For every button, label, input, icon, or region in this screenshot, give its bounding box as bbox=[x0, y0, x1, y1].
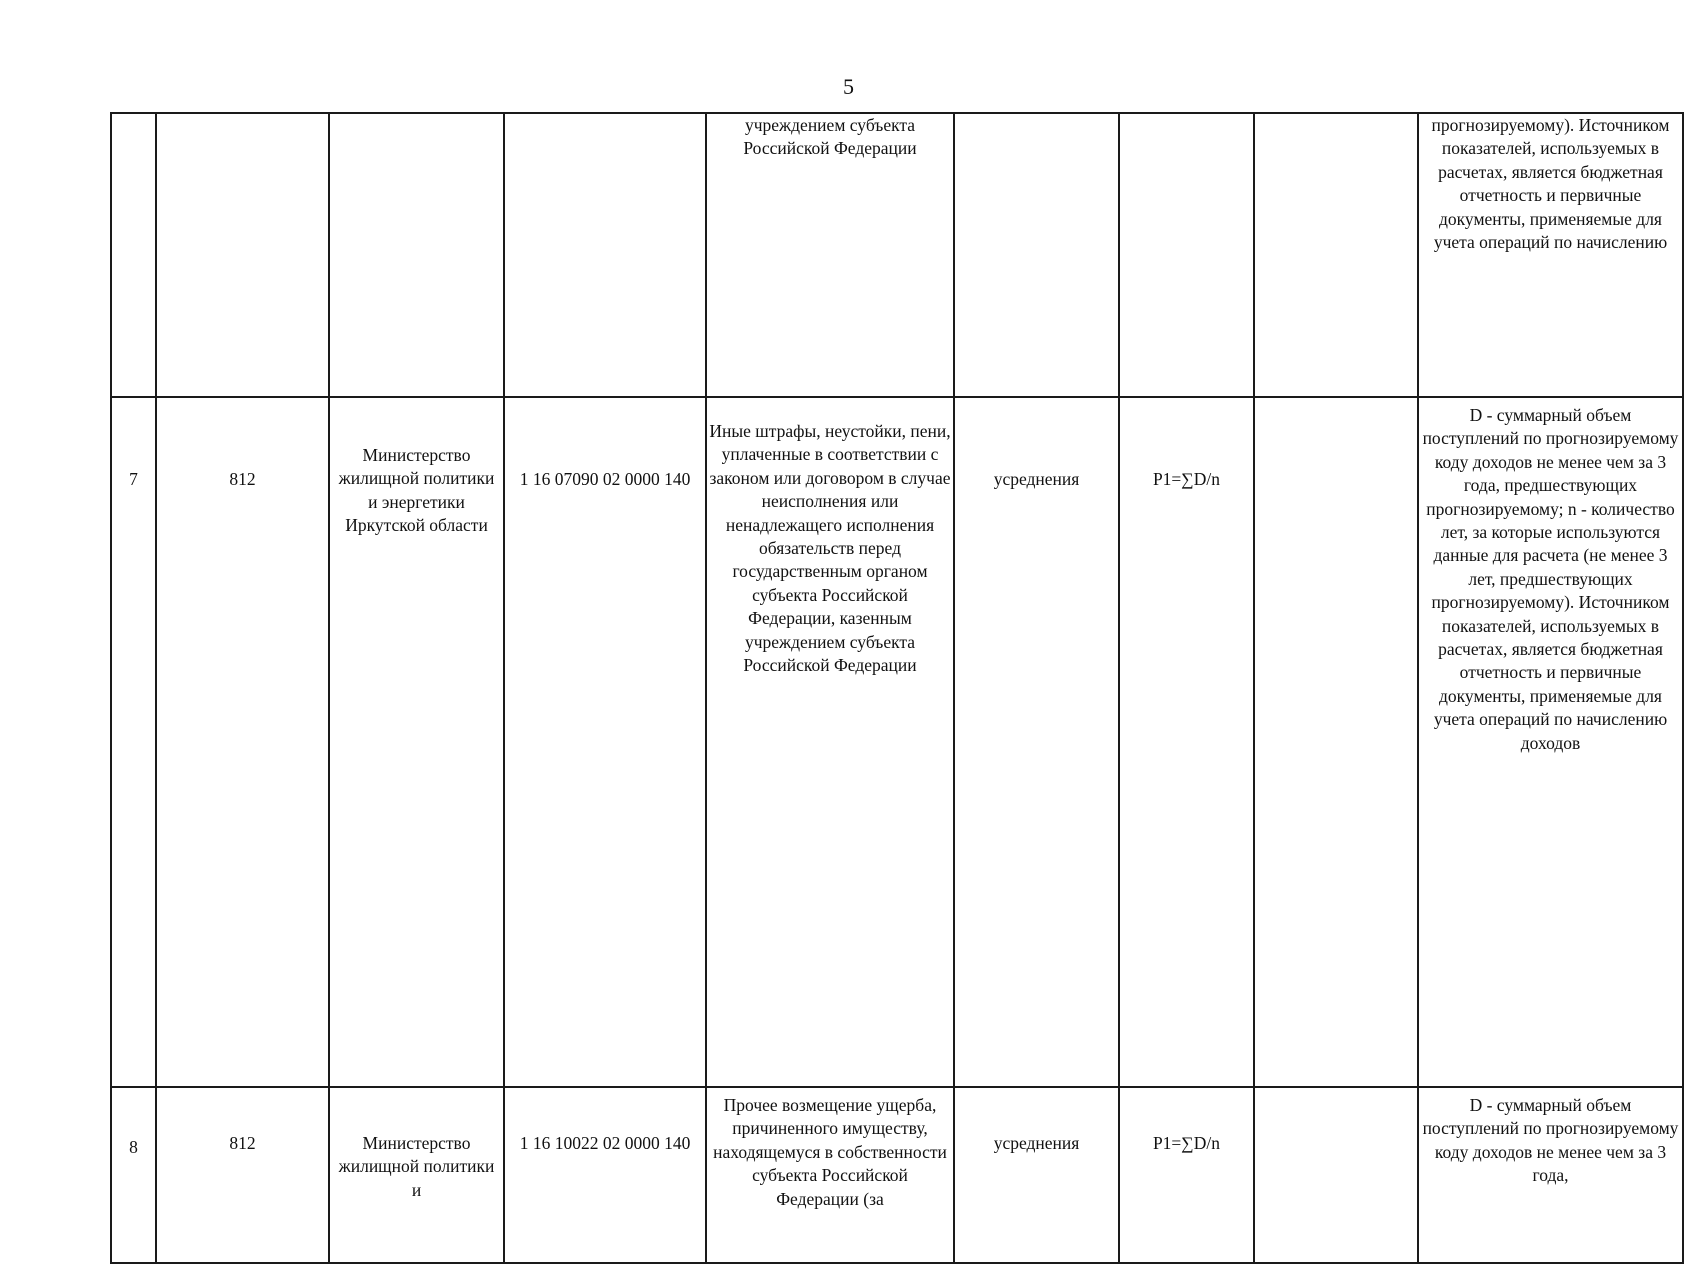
kbk-cell: 1 16 10022 02 0000 140 bbox=[504, 1087, 706, 1263]
administrator-cell bbox=[329, 113, 504, 397]
admin-code-cell bbox=[156, 113, 329, 397]
administrator-cell: Министерство жилищной политики и энергетики Иркутской области bbox=[329, 397, 504, 1087]
table-row bbox=[111, 1087, 1683, 1263]
algorithm-cell bbox=[1254, 113, 1418, 397]
algorithm-cell bbox=[1254, 397, 1418, 1087]
admin-code-cell: 812 bbox=[156, 1087, 329, 1263]
page-number: 5 bbox=[843, 74, 854, 99]
administrator-cell: Министерство жилищной политики и bbox=[329, 1087, 504, 1263]
algorithm-cell bbox=[1254, 1087, 1418, 1263]
formula-cell: P1=∑D/n bbox=[1119, 1087, 1254, 1263]
method-cell: усреднения bbox=[954, 397, 1119, 1087]
description-cell: Иные штрафы, неустойки, пени, уплаченные в соответствии с законом или договором в случае неисполнения или ненадлежащего исполнения обязательств перед государственным органом субъекта Российской Федерации, казенным учреждением субъекта Российской Федерации bbox=[706, 397, 954, 1087]
description-cell: Прочее возмещение ущерба, причиненного имуществу, находящемуся в собственности субъекта Российской Федерации (за bbox=[706, 1087, 954, 1263]
row-number-cell bbox=[111, 113, 156, 397]
notes-cell: D - суммарный объем поступлений по прогнозируемому коду доходов не менее чем за 3 года, предшествующих прогнозируемому; n - количество лет, за которые используются данные для расчета (не менее 3 лет, предшествующих прогнозируемому). Источником показателей, используемых в расчетах, является бюджетная отчетность и первичные документы, применяемые для учета операций по начислению доходов bbox=[1418, 397, 1683, 1087]
table-row bbox=[111, 113, 1683, 397]
revenue-forecast-table bbox=[110, 112, 1684, 1264]
method-cell: усреднения bbox=[954, 1087, 1119, 1263]
row-number-cell: 7 bbox=[111, 397, 156, 1087]
table-row bbox=[111, 397, 1683, 1087]
method-cell bbox=[954, 113, 1119, 397]
notes-cell: прогнозируемому). Источником показателей, используемых в расчетах, является бюджетная отчетность и первичные документы, применяемые для учета операций по начислению bbox=[1418, 113, 1683, 397]
row-number-cell: 8 bbox=[111, 1087, 156, 1263]
formula-cell bbox=[1119, 113, 1254, 397]
formula-cell: P1=∑D/n bbox=[1119, 397, 1254, 1087]
admin-code-cell: 812 bbox=[156, 397, 329, 1087]
kbk-cell bbox=[504, 113, 706, 397]
description-cell: учреждением субъекта Российской Федерации bbox=[706, 113, 954, 397]
kbk-cell: 1 16 07090 02 0000 140 bbox=[504, 397, 706, 1087]
notes-cell: D - суммарный объем поступлений по прогнозируемому коду доходов не менее чем за 3 года, bbox=[1418, 1087, 1683, 1263]
